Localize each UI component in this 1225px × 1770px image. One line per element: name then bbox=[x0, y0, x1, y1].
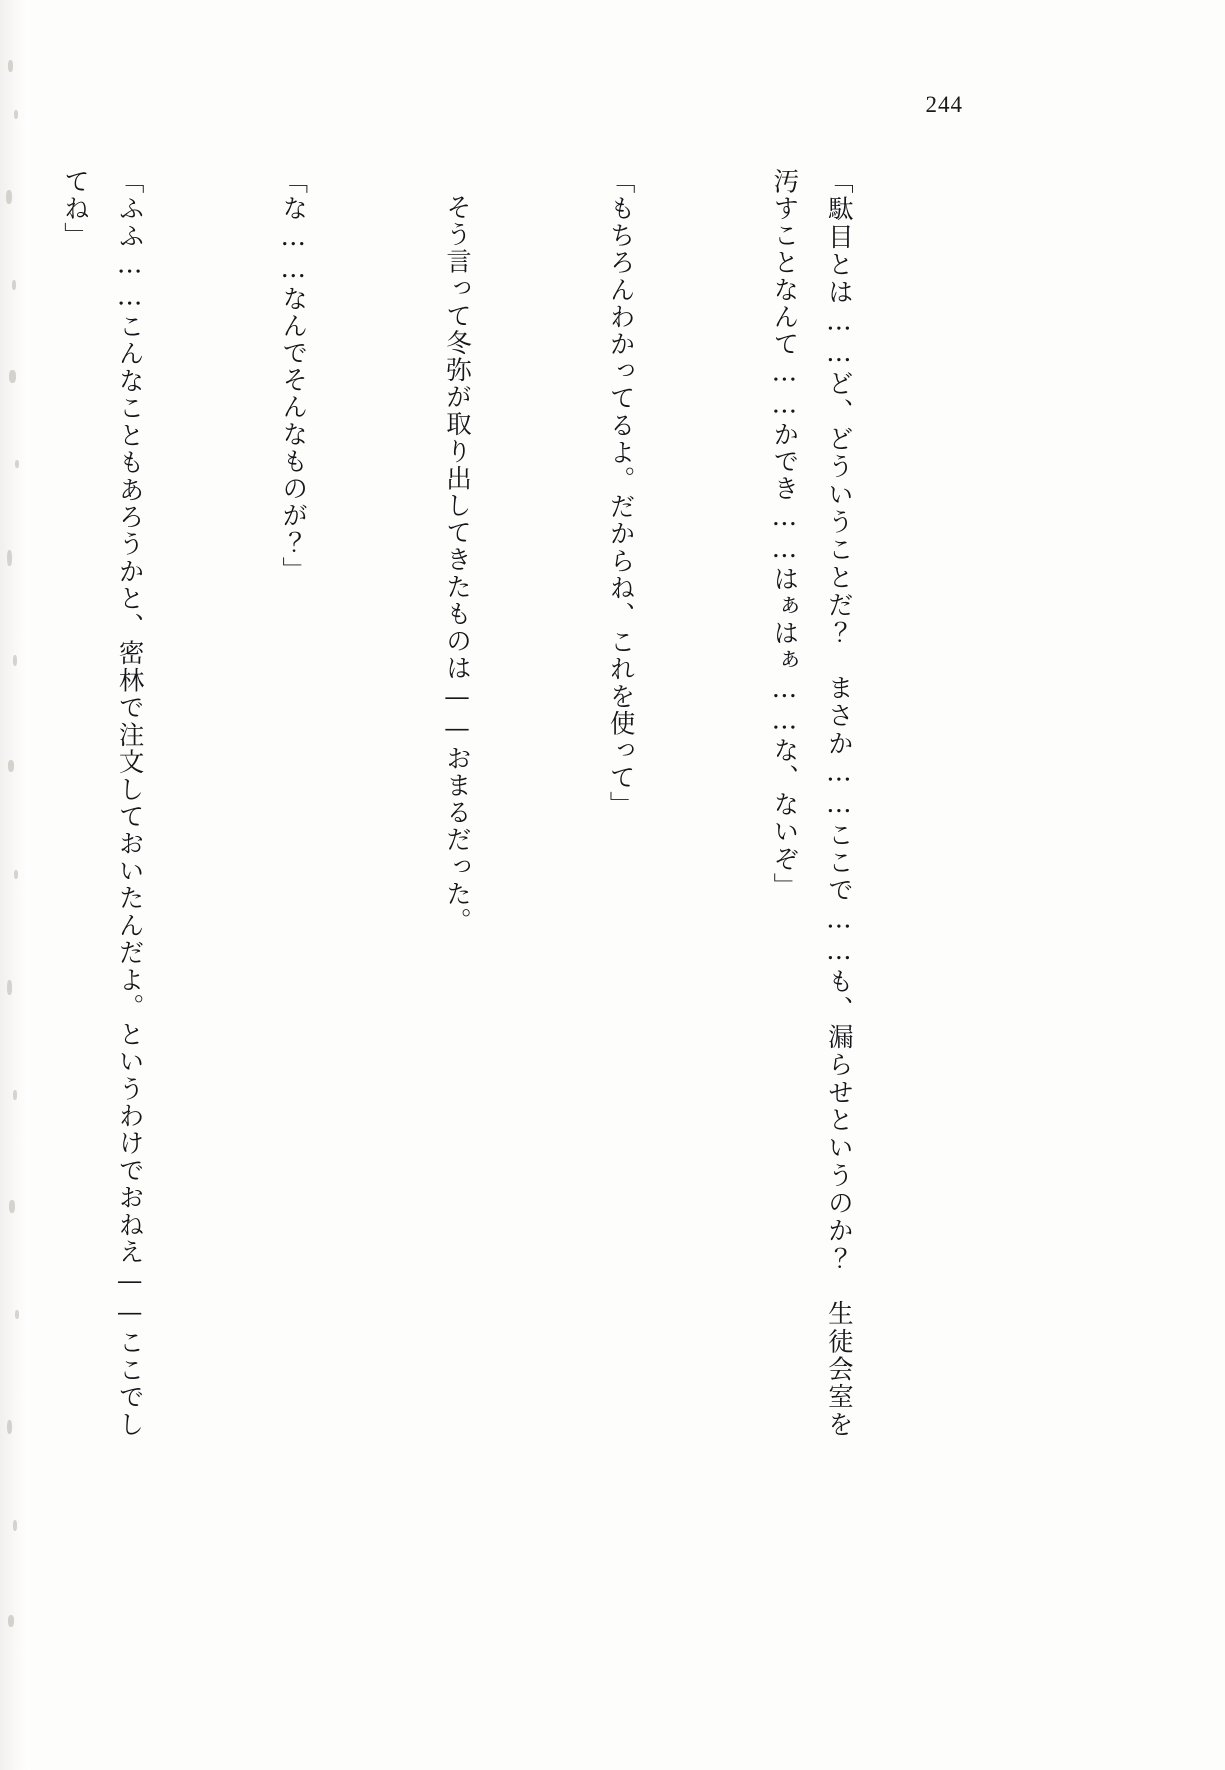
page-number: 244 bbox=[925, 92, 963, 117]
page-body-text bbox=[60, 168, 975, 1438]
paragraph: そう言って冬弥が取り出してきたものは——おまるだった。 bbox=[441, 194, 472, 935]
paragraph: 「ふふ……こんなこともあろうかと、密林で注文しておいたんだよ。というわけでおねえ——ここでしてね」 bbox=[60, 168, 145, 1438]
paragraph: 「駄目とは……ど、どういうことだ？ まさか……ここで……も、漏らせというのか？ 生徒会室を汚すことなんて……かでき……はぁはぁ……な、ないぞ」 bbox=[769, 168, 854, 1438]
paragraph: 「な……なんでそんなものが？」 bbox=[278, 168, 309, 584]
paragraph: 「もちろんわかってるよ。だからね、これを使って」 bbox=[605, 168, 636, 819]
